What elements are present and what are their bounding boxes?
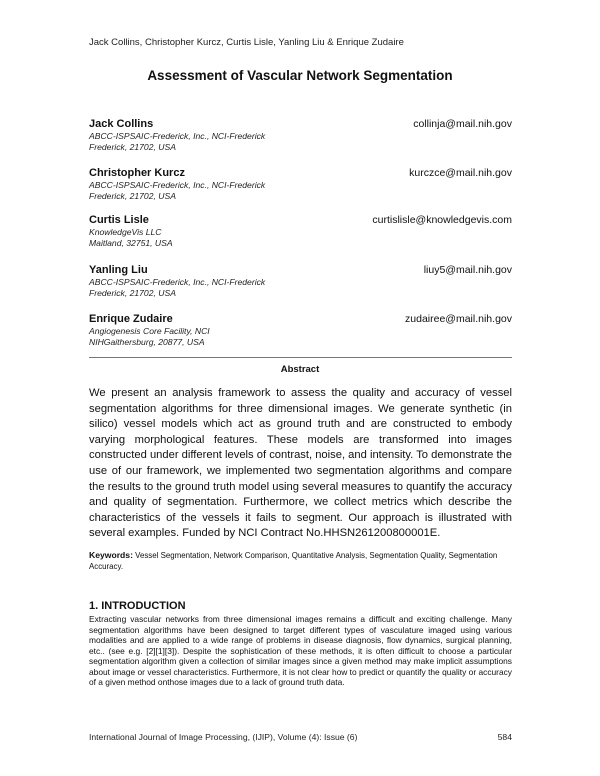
- author-affiliation: Angiogenesis Core Facility, NCI: [89, 326, 210, 336]
- author-address: NIHGaithersburg, 20877, USA: [89, 337, 205, 347]
- page-number: 584: [497, 732, 512, 742]
- abstract-body: We present an analysis framework to assess the quality and accuracy of vessel segmentation algorithms for three dimensional images. We generate synthetic (in silico) vessel models which act as ground truth and are constructed to embody varying morphological features. These models are transformed into images constructed under different levels of contrast, noise, and intensity. To demonstrate the use of our framework, we implemented two segmentation algorithms and compare the results to the ground truth model using several measures to quantify the accuracy and quality of segmentation. Furthermore, we collect metrics which describe the characteristics of the vessels it fails to segment. Our approach is illustrated with several examples. Funded by NCI Contract No.HHSN261200800001E.: [89, 387, 512, 540]
- author-name: Yanling Liu: [89, 264, 148, 276]
- author-address: Maitland, 32751, USA: [89, 238, 173, 248]
- keywords-text: Vessel Segmentation, Network Comparison, Quantitative Analysis, Segmentation Quality, Segmentation Accuracy.: [89, 551, 498, 571]
- author-block: [89, 214, 512, 249]
- author-address: Frederick, 21702, USA: [89, 191, 176, 201]
- introduction-body: Extracting vascular networks from three dimensional images remains a difficult and exciting challenge. Many segmentation algorithms have been designed to target different types of vasculature imaged using various modalities and are applied to a wide range of problems in disease diagnosis, flow dynamics, surgical planning, etc.. (see e.g. [2][1][3]). Despite the sophistication of these methods, it is often difficult to choose a particular segmentation algorithm given a collection of similar images since a given method may make implicit assumptions about image or vessel characteristics. Furthermore, it is not clear how to predict or quantify the quality or accuracy of a given method onthose images due to a lack of ground truth data.: [89, 614, 512, 687]
- author-name: Enrique Zudaire: [89, 313, 173, 325]
- author-affiliation: KnowledgeVis LLC: [89, 227, 162, 237]
- abstract-divider: [89, 357, 512, 358]
- author-affiliation: ABCC-ISPSAIC-Frederick, Inc., NCI-Frederick: [89, 131, 266, 141]
- author-block: [89, 118, 512, 153]
- author-block: [89, 167, 512, 202]
- author-name: Curtis Lisle: [89, 214, 149, 226]
- author-affiliation: ABCC-ISPSAIC-Frederick, Inc., NCI-Frederick: [89, 277, 266, 287]
- author-block: [89, 264, 512, 299]
- author-email[interactable]: curtislisle@knowledgevis.com: [372, 214, 512, 226]
- paper-title: Assessment of Vascular Network Segmentation: [147, 68, 453, 83]
- author-name: Christopher Kurcz: [89, 167, 185, 179]
- author-email[interactable]: zudairee@mail.nih.gov: [405, 313, 512, 325]
- author-email[interactable]: kurczce@mail.nih.gov: [409, 167, 512, 179]
- author-name: Jack Collins: [89, 118, 154, 130]
- section-heading: 1. INTRODUCTION: [89, 600, 186, 612]
- author-address: Frederick, 21702, USA: [89, 142, 176, 152]
- author-block: [89, 313, 512, 348]
- author-affiliation: ABCC-ISPSAIC-Frederick, Inc., NCI-Frederick: [89, 180, 266, 190]
- keywords: [89, 550, 512, 572]
- running-header: Jack Collins, Christopher Kurcz, Curtis Lisle, Yanling Liu & Enrique Zudaire: [89, 37, 404, 48]
- author-address: Frederick, 21702, USA: [89, 288, 176, 298]
- abstract-heading: Abstract: [280, 364, 320, 375]
- author-email[interactable]: liuy5@mail.nih.gov: [423, 264, 512, 276]
- page-footer: [89, 732, 512, 742]
- journal-citation: International Journal of Image Processing, (IJIP), Volume (4): Issue (6): [89, 732, 358, 742]
- keywords-label: Keywords:: [89, 550, 133, 560]
- author-email[interactable]: collinja@mail.nih.gov: [413, 118, 512, 130]
